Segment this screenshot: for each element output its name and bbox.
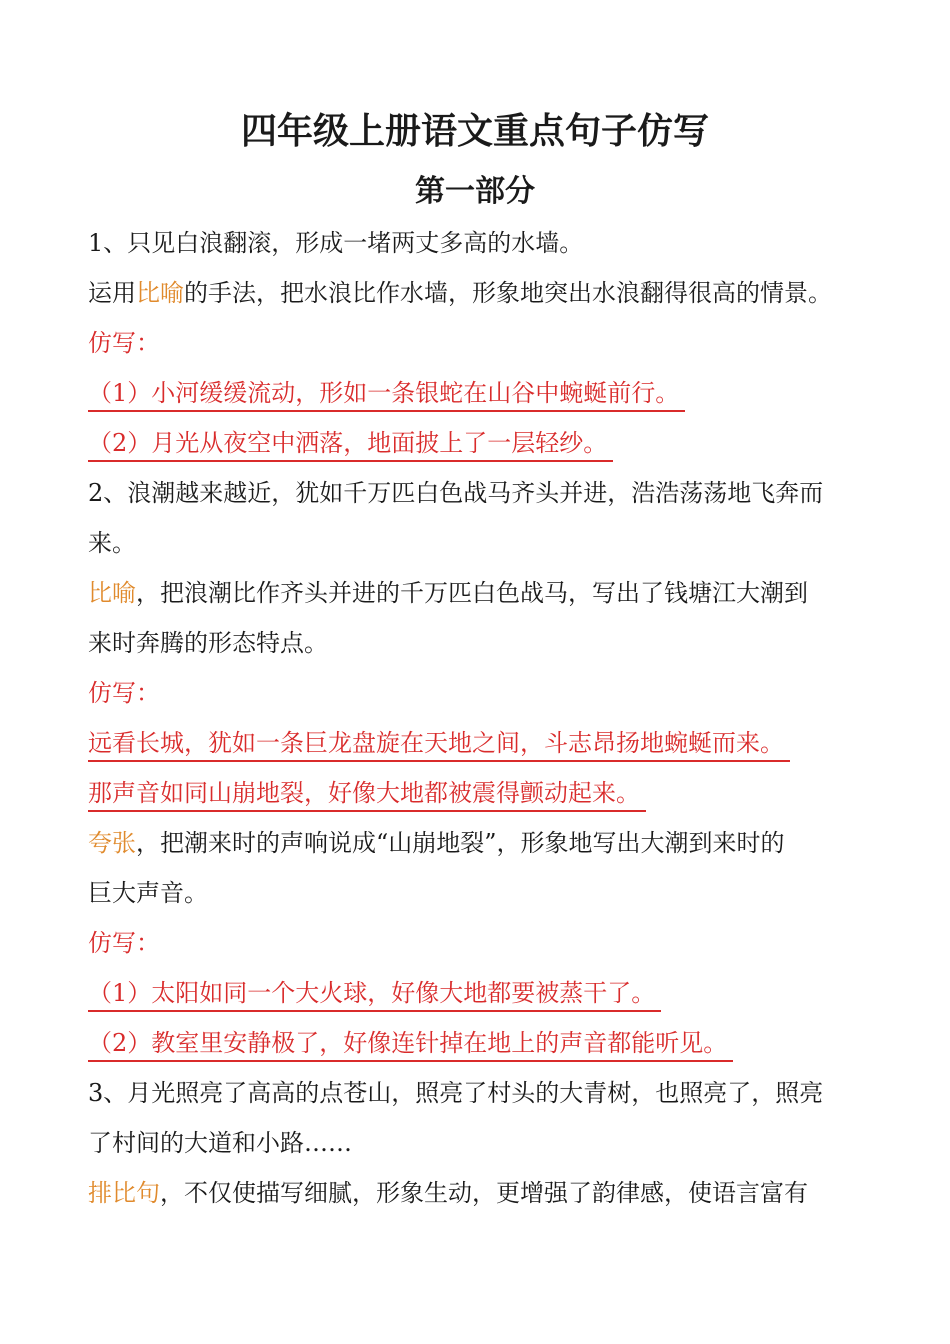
sentence-1: 1、只见白浪翻滚，形成一堵两丈多高的水墙。 [88,229,584,257]
imitation-line: （1）小河缓缓流动，形如一条银蛇在山谷中蜿蜒前行。 [88,368,878,418]
imitation-line: 那声音如同山崩地裂，好像大地都被震得颤动起来。 [88,768,878,818]
sentence-3: 3、月光照亮了高高的点苍山，照亮了村头的大青树，也照亮了，照亮 [88,1079,824,1107]
imitation-line: （2）教室里安静极了，好像连针掉在地上的声音都能听见。 [88,1018,878,1068]
imitate-label: 仿写： [88,329,160,357]
section-subtitle: 第一部分 [415,174,535,209]
sentence-2-cont: 来。 [88,529,136,557]
technique-label: 比喻 [88,579,136,607]
technique-label: 比喻 [136,279,184,307]
imitate-label: 仿写： [88,679,160,707]
analysis-4: 排比句，不仅使描写细腻，形象生动，更增强了韵律感，使语言富有 [88,1179,808,1207]
sentence-2: 2、浪潮越来越近，犹如千万匹白色战马齐头并进，浩浩荡荡地飞奔而 [88,479,824,507]
sentence-3-cont: 了村间的大道和小路…… [88,1129,352,1157]
imitation-line: （2）月光从夜空中洒落，地面披上了一层轻纱。 [88,418,878,468]
document-content [88,218,878,1218]
analysis-1: 运用比喻的手法，把水浪比作水墙，形象地突出水浪翻得很高的情景。 [88,279,832,307]
analysis-2: 比喻，把浪潮比作齐头并进的千万匹白色战马，写出了钱塘江大潮到 [88,579,808,607]
imitate-label: 仿写： [88,929,160,957]
technique-label: 排比句 [88,1179,160,1207]
analysis-2-cont: 来时奔腾的形态特点。 [88,629,328,657]
imitation-line: 远看长城，犹如一条巨龙盘旋在天地之间，斗志昂扬地蜿蜒而来。 [88,718,878,768]
analysis-3: 夸张，把潮来时的声响说成“山崩地裂”，形象地写出大潮到来时的 [88,829,785,857]
technique-label: 夸张 [88,829,136,857]
page-title: 四年级上册语文重点句子仿写 [240,111,709,152]
analysis-3-cont: 巨大声音。 [88,879,208,907]
imitation-line: （1）太阳如同一个大火球，好像大地都要被蒸干了。 [88,968,878,1018]
